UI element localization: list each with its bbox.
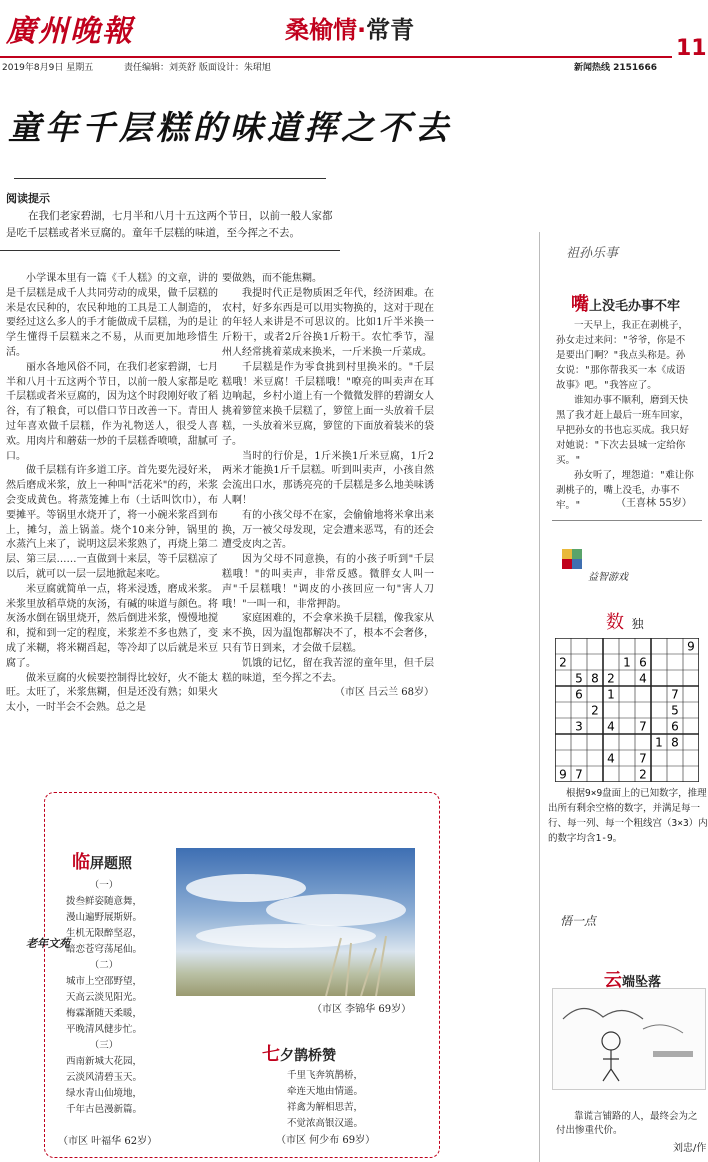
- puzzle-title: [606, 608, 644, 634]
- poem-line: 不觉浓高银汉遥。: [286, 1118, 363, 1129]
- section-title-a: 桑榆情·: [285, 16, 367, 44]
- poem-line: 梅霖渐随天柔暖，: [65, 1008, 142, 1019]
- paragraph: 千层糕是作为零食挑到村里换米的。"千层糕哦！米豆腐！千层糕哦！"嘹亮的叫卖声在耳边响起，乡村小道上有一个微微发胖的碧湖女人挑着箩筐来换千层糕了，箩筐上面一头放着千层糕，一头放着米豆腐，箩筐的下面放着装米的袋子。: [222, 361, 434, 447]
- poem-line: 千里飞奔筑鹊桥，: [286, 1070, 363, 1081]
- headline-rule: [14, 178, 326, 179]
- article-column-2: [222, 272, 434, 701]
- paragraph: 有的小孩父母不在家，会偷偷地将米拿出来换，万一被父母发现，定会遭来恶骂，有的还会遭受皮肉之苦。: [222, 509, 434, 551]
- article-signature: （市区 吕云兰 68岁）: [334, 687, 434, 699]
- masthead-logo: 廣州晚報: [6, 14, 134, 49]
- poem1-signature: （市区 叶福华 62岁）: [58, 1136, 158, 1147]
- column-name-zusun: 祖孙乐事: [566, 246, 619, 261]
- poem-line: 漫山遍野展斯妍。: [65, 912, 142, 923]
- poem2-title-rest: 夕鹊桥赞: [280, 1048, 336, 1064]
- poem1-title: [72, 848, 132, 874]
- paragraph: 饥饿的记忆，留在我苦涩的童年里，但千层糕的味道，至今挥之不去。: [222, 657, 434, 684]
- photo-clouds: [176, 848, 415, 996]
- sudoku-cell-value: 3: [575, 719, 583, 734]
- paragraph: 要做熟，而不能焦糊。: [222, 273, 322, 284]
- poem2-title-first: 七: [262, 1044, 280, 1065]
- paragraph: 小学课本里有一篇《千人糕》的文章，讲的是千层糕是成千人共同劳动的成果，做千层糕的米是农民种的，农民种地的工具是工人制造的，要经过这么多人的手才能做成千层糕，为的是让学生懂得千层糕来之不易，从而更加地珍惜生活。: [6, 273, 218, 358]
- cartoon-illustration: [552, 988, 706, 1090]
- editors-credit: 责任编辑：刘英舒 版面设计：朱珺旭: [124, 63, 271, 73]
- sky-photo: [176, 848, 415, 996]
- paragraph: 我提时代正是物质困乏年代，经济困难。在农村，好多东西是可以用实物换的，这对于现在的年轻人来讲是不可思议的。比如1斤半米换一斤粉干，或者2斤谷换1斤粉干。农忙季节，湿州人经常挑着菜成来换米，一斤米换一斤菜成。: [222, 287, 434, 358]
- page-number: 11: [676, 36, 707, 61]
- article-column-1: [6, 272, 218, 716]
- poem1-lines: [56, 878, 152, 1118]
- paragraph: 米豆腐就简单一点，将米浸透，磨成米浆。米浆里放稻草烧的灰汤，有碱的味道与颜色。将灰汤水倒在锅里烧开，然后倒进米浆，慢慢地搅和，搅和到一定的程度，米浆差不多也熟了，变成了米糊，将米糊舀起，等冷却了以后就是米豆腐了。: [6, 583, 218, 669]
- cartoon-caption: 靠谎言铺路的人，最终会为之付出惨重代价。: [556, 1111, 698, 1136]
- lead-title: 阅读提示: [6, 192, 50, 205]
- sudoku-cell-value: 2: [591, 703, 599, 718]
- sudoku-cell-value: 8: [671, 735, 679, 750]
- cartoon-signature: 刘忠/作: [673, 1143, 707, 1154]
- story-title-first: 嘴: [571, 294, 589, 315]
- paragraph: 做千层糕有许多道工序。首先要先浸好米，然后磨成米浆，放上一种叫"活花米"的药，米浆会变成黄色。将蒸笼摊上布（土话叫饮巾），布要摊平。等锅里水烧开了，将一小碗米浆舀到布上，摊匀，盖上锅盖。烧个10来分钟，锅里的水蒸汽上来了，说明这层米浆熟了，再烧上第二层、第三层……一直做到十来层，等千层糕凉了以后，就可以一层一层地掀起来吃。: [6, 465, 218, 580]
- story-signature: （王喜林 55岁）: [616, 498, 692, 509]
- poem-line: 暗恋苍穹荡尾仙。: [65, 944, 142, 955]
- sudoku-cell-value: 4: [639, 671, 647, 686]
- puzzle-icon: [560, 545, 586, 575]
- cartoon-title-rest: 端坠落: [622, 975, 662, 990]
- poem-line: 平晚清风健步忙。: [65, 1024, 142, 1035]
- photo-signature: （市区 李锦华 69岁）: [312, 1004, 412, 1015]
- sudoku-cell-value: 5: [575, 671, 583, 686]
- cartoon-title-first: 云: [604, 970, 622, 991]
- sudoku-cell-value: 2: [607, 671, 615, 686]
- sudoku-cell-value: 1: [623, 655, 631, 670]
- story-text: [556, 318, 694, 513]
- paragraph: 因为父母不同意换，有的小孩子听到"千层糕哦！"的叫卖声，非常反感。微胖女人叫一声"千层糕哦！"调皮的小孩回应一句"害人刀哦！"一叫一和，非常押韵。: [222, 554, 434, 610]
- poem-line: 天高云淡见阳光。: [65, 992, 142, 1003]
- poem-line: 城市上空邵野望，: [65, 976, 142, 987]
- poem-line: 云淡风清碧玉天。: [65, 1072, 142, 1083]
- sudoku-cell-value: 4: [607, 751, 615, 766]
- sidebar-rule: [552, 520, 702, 521]
- paragraph: 谁知办事不顺利，磨到天快黑了我才赶上最后一班车回家，早把孙女的书也忘买成。我只好对她说："下次去县城一定给你买。": [556, 395, 690, 466]
- poem-line: 绿水青山仙境地，: [65, 1088, 142, 1099]
- poem1-title-first: 临: [72, 852, 90, 873]
- paragraph: 丽水各地风俗不同，在我们老家碧湖，七月半和八月十五这两个节日，以前一般人家都是吃千层糕或者米豆腐的，因为这个时段刚好收了稻谷，有了粮食，可以借口节日改善一下。青田人过年喜欢做千层糕，作为礼物送人，很受人喜欢。用肉片和蘑菇一炒的千层糕香喷喷，甜腻可口。: [6, 361, 218, 462]
- puzzle-tag: 益智游戏: [588, 572, 628, 583]
- puzzle-title-first: 数: [606, 612, 624, 633]
- section-title-b: 常青: [366, 16, 415, 44]
- issue-date: 2019年8月9日 星期五: [2, 63, 94, 73]
- poem2-lines: [270, 1068, 380, 1132]
- sudoku-grid: [555, 638, 699, 782]
- story-title: [571, 290, 680, 316]
- sudoku-cell-value: 6: [671, 719, 679, 734]
- article-headline: 童年千层糕的味道挥之不去: [8, 108, 452, 147]
- sudoku-cell-value: 1: [655, 735, 663, 750]
- sudoku-cell-value: 2: [559, 655, 567, 670]
- paragraph: 一天早上，我正在剥桃子，孙女走过来问："爷爷，你是不是要出门啊？"我点头称是。孙女说："那你帮我买一本《成语故事》吧。"我答应了。: [556, 320, 689, 391]
- column-name-laonian: 老年文苑: [26, 937, 70, 950]
- poem-line: 千年古邑漫新篇。: [65, 1104, 142, 1115]
- lead-text: 在我们老家碧湖，七月半和八月十五这两个节日，以前一般人家都是吃千层糕或者米豆腐的。童年千层糕的味道，至今挥之不去。: [6, 210, 333, 239]
- sudoku-cell-value: 8: [591, 671, 599, 686]
- sudoku-cell-value: 7: [671, 687, 679, 702]
- section-title: [285, 10, 414, 45]
- poem-line: 祥禽为解相思苦，: [286, 1102, 363, 1113]
- poem-line: 生机无限醉坚忍，: [65, 928, 142, 939]
- poem2-title: [262, 1040, 336, 1066]
- poem-line: （一）: [89, 880, 119, 891]
- paragraph: 当时的行价是，1斤米换1斤米豆腐，1斤2两米才能换1斤千层糕。听到叫卖声，小孩自然会流出口水，那诱亮亮的千层糕是多么地美味诱人啊！: [222, 450, 434, 506]
- sudoku-cell-value: 5: [671, 703, 679, 718]
- poem-line: （三）: [89, 1040, 119, 1051]
- paragraph: 孙女听了，埋怨道："难让你剥桃子的，嘴上没毛，办事不牢。": [556, 470, 694, 511]
- paragraph: 做米豆腐的火候要控制得比较好，火不能太旺。太旺了，米浆焦糊，但是还没有熟；如果火太小，一时半会不会熟。总之是: [6, 672, 218, 714]
- sudoku-cell-value: 9: [559, 767, 567, 782]
- news-hotline: 新闻热线 2151666: [574, 63, 657, 73]
- puzzle-instructions: 根据9×9盘面上的已知数字，推理出所有剩余空格的数字，并满足每一行、每一列、每一个粗线宫（3×3）内的数字均含1-9。: [548, 788, 708, 844]
- poem-line: 拨叁鲜姿随意舞，: [65, 896, 142, 907]
- sudoku-cell-value: 1: [607, 687, 615, 702]
- wuyi-label: 悟一点: [560, 914, 597, 928]
- poem-line: 牵连天地由情遥。: [286, 1086, 363, 1097]
- story-title-rest: 上没毛办事不牢: [589, 299, 681, 314]
- lead-rule: [0, 250, 340, 251]
- sudoku-cell-value: 7: [639, 751, 647, 766]
- sudoku-cell-value: 9: [687, 639, 695, 654]
- puzzle-title-rest: 独: [631, 617, 644, 631]
- sudoku-cell-value: 6: [639, 655, 647, 670]
- sudoku-cell-value: 6: [575, 687, 583, 702]
- sudoku-cell-value: 4: [607, 719, 615, 734]
- poem2-signature: （市区 何少布 69岁）: [276, 1135, 376, 1146]
- sudoku-cell-value: 2: [639, 767, 647, 782]
- poem-line: （二）: [89, 960, 119, 971]
- header-rule: [0, 56, 672, 58]
- column-divider: [539, 232, 540, 1162]
- poem-line: 西南新城大花园，: [65, 1056, 142, 1067]
- sudoku-cell-value: 7: [575, 767, 583, 782]
- sudoku-cell-value: 7: [639, 719, 647, 734]
- poem1-title-rest: 屏题照: [90, 856, 132, 872]
- paragraph: 家庭困难的，不会拿米换千层糕，像我家从来不换，因为温饱都解决不了，根本不会奢侈，只有节日到来，才会做千层糕。: [222, 613, 434, 654]
